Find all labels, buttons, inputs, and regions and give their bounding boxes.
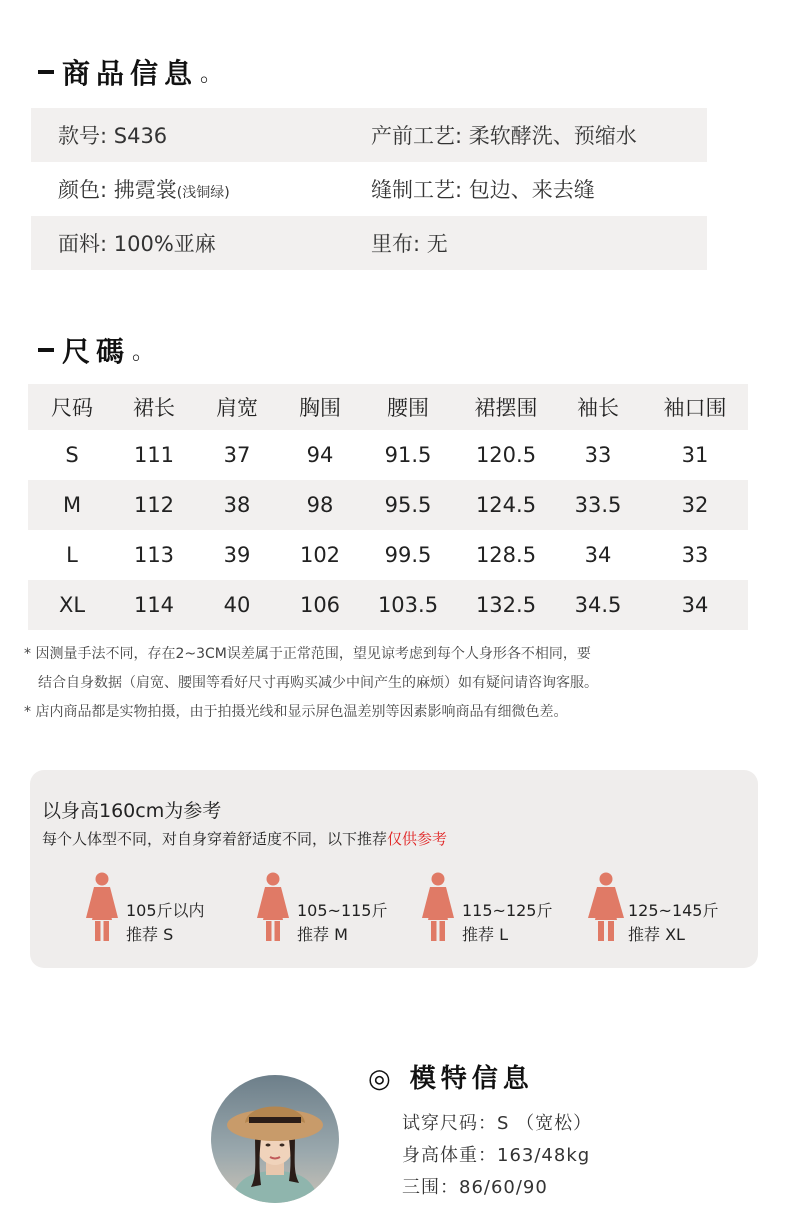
recommended-size: 推荐 S	[126, 925, 174, 944]
woman-figure-icon	[420, 872, 456, 942]
size-table	[28, 384, 748, 630]
table-cell: 120.5	[475, 443, 537, 467]
info-lining: 里布: 无	[371, 232, 448, 256]
woman-figure-icon	[586, 872, 626, 942]
table-cell: 98	[306, 493, 334, 517]
table-cell: 31	[681, 443, 709, 467]
recommended-size: 推荐 L	[462, 925, 509, 944]
table-cell: 124.5	[475, 493, 537, 517]
table-cell: 114	[133, 593, 175, 617]
model-height-weight: 身高体重：163/48kg	[402, 1145, 591, 1166]
size-reference-panel	[30, 770, 758, 968]
table-cell: 34	[584, 543, 612, 567]
table-cell: 103.5	[377, 593, 439, 617]
info-sewing: 缝制工艺: 包边、来去缝	[371, 178, 595, 202]
model-measurements: 三围：86/60/90	[402, 1177, 548, 1198]
table-cell: 132.5	[475, 593, 537, 617]
weight-range: 125~145斤	[628, 901, 719, 920]
info-color	[31, 174, 371, 204]
table-cell: 34	[681, 593, 709, 617]
recommended-size: 推荐 M	[297, 925, 348, 944]
table-cell: 106	[299, 593, 341, 617]
table-cell: 94	[306, 443, 334, 467]
table-cell: 38	[223, 493, 251, 517]
header-cell: 胸围	[299, 396, 341, 420]
table-cell: S	[65, 443, 79, 467]
table-row	[28, 580, 748, 630]
table-row	[28, 530, 748, 580]
weight-range: 115~125斤	[462, 901, 553, 920]
info-row	[31, 108, 707, 162]
weight-range: 105~115斤	[297, 901, 388, 920]
table-cell: 37	[223, 443, 251, 467]
info-color-note: (浅铜绿)	[176, 185, 230, 201]
header-cell: 裙摆围	[474, 396, 538, 420]
reference-title: 以身高160cm为参考	[42, 800, 222, 822]
size-table-header	[28, 384, 748, 430]
table-cell: 33	[681, 543, 709, 567]
header-cell: 肩宽	[216, 396, 258, 420]
size-heading	[38, 330, 160, 370]
model-trial-size: 试穿尺码：S （宽松）	[402, 1113, 593, 1134]
table-cell: XL	[58, 593, 86, 617]
info-row	[31, 162, 707, 216]
header-cell: 袖口围	[663, 396, 727, 420]
product-info-title: 商品信息	[62, 57, 199, 90]
woman-figure-icon	[84, 872, 120, 942]
note-line: 结合自身数据（肩宽、腰围等看好尺寸再购买减少中间产生的麻烦）如有疑问请咨询客服。	[38, 675, 598, 691]
table-cell: 33.5	[574, 493, 622, 517]
info-style-number: 款号: S436	[58, 124, 168, 148]
table-cell: 112	[133, 493, 175, 517]
note-line: * 因测量手法不同，存在2~3CM误差属于正常范围，望见谅考虑到每个人身形各不相同，要	[24, 646, 591, 662]
table-cell: 39	[223, 543, 251, 567]
table-cell: 91.5	[384, 443, 432, 467]
table-cell: M	[62, 493, 82, 517]
table-cell: 33	[584, 443, 612, 467]
table-cell: 111	[133, 443, 175, 467]
model-avatar	[211, 1075, 339, 1203]
model-photo	[211, 1075, 339, 1203]
info-color-text: 颜色: 拂霓裳	[58, 178, 177, 202]
size-title: 尺碼	[62, 335, 131, 368]
header-cell: 袖长	[577, 396, 619, 420]
measurement-notes	[24, 640, 598, 727]
recommended-size: 推荐 XL	[628, 925, 685, 944]
table-cell: 34.5	[574, 593, 622, 617]
note-line: * 店内商品都是实物拍摄，由于拍摄光线和显示屏色温差别等因素影响商品有细微色差。	[24, 704, 568, 720]
table-cell: 113	[133, 543, 175, 567]
heading-dot: 。	[200, 61, 229, 87]
woman-figure-icon	[255, 872, 291, 942]
table-cell: L	[66, 543, 78, 567]
heading-dot: 。	[132, 339, 161, 365]
info-process: 产前工艺: 柔软酵洗、预缩水	[371, 124, 637, 148]
header-cell: 腰围	[387, 396, 429, 420]
table-cell: 95.5	[384, 493, 432, 517]
table-cell: 40	[223, 593, 251, 617]
reference-disclaimer: 仅供参考	[387, 830, 448, 848]
reference-subtitle	[42, 828, 447, 849]
table-cell: 99.5	[384, 543, 432, 567]
info-fabric: 面料: 100%亚麻	[58, 232, 216, 256]
info-row	[31, 216, 707, 270]
header-cell: 尺码	[51, 396, 93, 420]
model-info-title: ◎ 模特信息	[368, 1064, 534, 1094]
table-cell: 128.5	[475, 543, 537, 567]
table-cell: 102	[299, 543, 341, 567]
product-info-table	[31, 108, 707, 270]
table-row	[28, 430, 748, 480]
heading-dash	[38, 348, 54, 352]
heading-dash	[38, 70, 54, 74]
reference-subtitle-text: 每个人体型不同，对自身穿着舒适度不同，以下推荐	[42, 830, 388, 848]
product-info-heading	[38, 52, 228, 92]
table-row	[28, 480, 748, 530]
weight-range: 105斤以内	[126, 901, 205, 920]
header-cell: 裙长	[133, 396, 175, 420]
table-cell: 32	[681, 493, 709, 517]
